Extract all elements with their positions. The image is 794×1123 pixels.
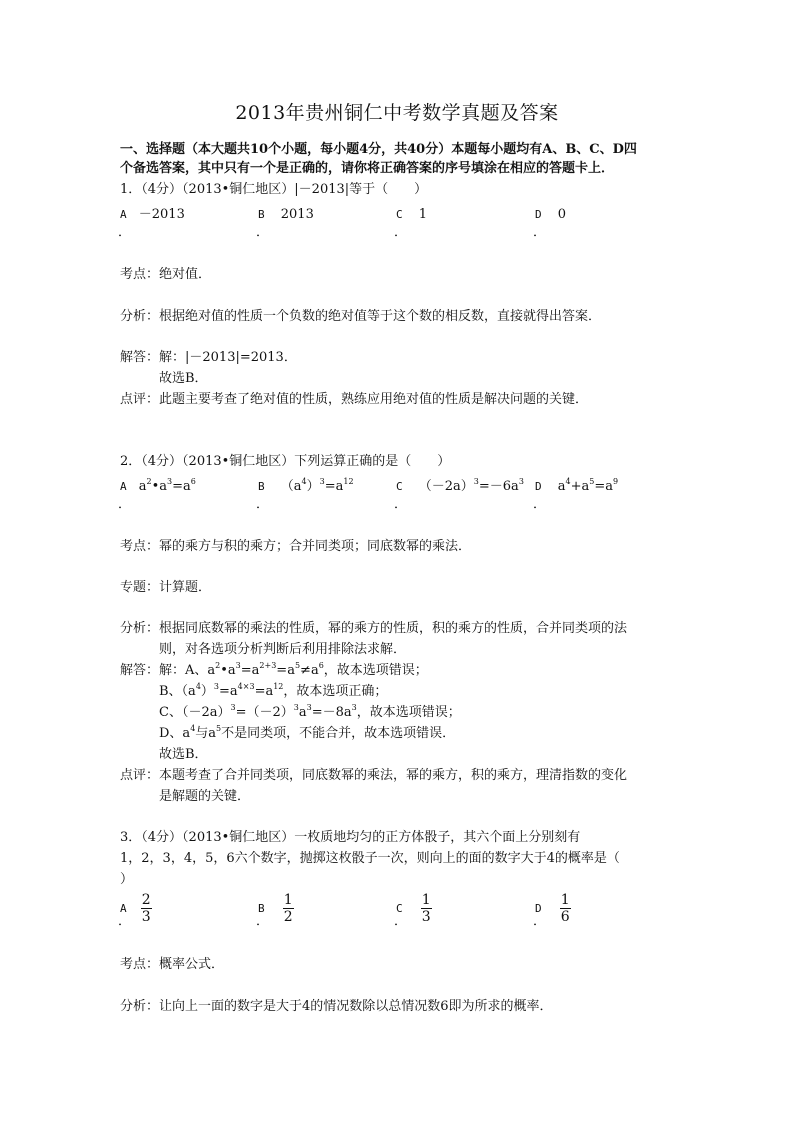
option-letter: B xyxy=(258,902,265,915)
q2-jieda-c: C、$(-2a)^3=(-2)^3a^3=-8a^3$，故本选项错误； xyxy=(159,703,461,720)
q2-dianping-line1: 点评：本题考查了合并同类项，同底数幂的乘法，幂的乘方，积的乘方，理清指数的变化 xyxy=(120,768,628,783)
q3-stem-line2: 1，2，3，4，5，6六个数字，抛掷这枚骰子一次，则向上的面的数字大于4的概率是（ xyxy=(120,851,620,866)
q2-option-a xyxy=(120,477,196,494)
option-letter: A xyxy=(120,208,127,221)
page-title: 2013年贵州铜仁中考数学真题及答案 xyxy=(235,102,559,124)
option-letter: C xyxy=(396,480,403,493)
option-expression: $a^2•a^3=a^6$ xyxy=(138,477,196,494)
q3-option-d-dot: ． xyxy=(533,914,547,929)
q2-answer: 故选B． xyxy=(159,747,208,762)
q1-stem: 1．（4分）（2013•铜仁地区）|－2013|等于（ ） xyxy=(120,182,428,197)
q2-jieda-d: D、$a^4$与$a^5$不是同类项，不能合并，故本选项错误． xyxy=(159,724,456,741)
q2-dianping-line2: 是解题的关键． xyxy=(159,789,251,804)
q3-kaodian: 考点：概率公式． xyxy=(120,957,225,972)
option-letter: D xyxy=(535,208,542,221)
q2-option-d xyxy=(535,477,619,494)
q1-option-d xyxy=(535,208,566,221)
option-letter: B xyxy=(258,208,265,221)
q2-jieda-b: B、$(a^4)^3=a^{4\times 3}=a^{12}$，故本选项正确； xyxy=(159,682,388,699)
q3-option-b-dot: ． xyxy=(256,914,270,929)
q3-option-a-dot: ． xyxy=(118,914,132,929)
option-text: 0 xyxy=(557,207,567,222)
q3-option-c-dot: ． xyxy=(394,914,408,929)
q2-option-b-dot: ． xyxy=(256,497,270,512)
option-fraction: $\frac{2}{3}$ xyxy=(141,892,151,925)
option-letter: B xyxy=(258,480,265,493)
q2-kaodian: 考点：幂的乘方与积的乘方；合并同类项；同底数幂的乘法． xyxy=(120,539,472,554)
option-letter: A xyxy=(120,902,127,915)
q1-dianping: 点评：此题主要考查了绝对值的性质，熟练应用绝对值的性质是解决问题的关键． xyxy=(120,392,589,407)
q2-option-b xyxy=(258,477,354,494)
option-expression: $(-2a)^3=-6a^3$ xyxy=(418,477,524,494)
q2-fenxi-line1: 分析：根据同底数幂的乘法的性质，幂的乘方的性质，积的乘方的性质，合并同类项的法 xyxy=(120,621,628,636)
section-instruction-line1: 一、选择题（本大题共10个小题，每小题4分，共40分）本题每小题均有A、B、C、D四 xyxy=(120,142,637,157)
q2-fenxi-line2: 则，对各选项分析判断后利用排除法求解． xyxy=(159,642,407,657)
option-letter: A xyxy=(120,480,127,493)
option-text: 1 xyxy=(418,207,428,222)
q2-option-c xyxy=(396,477,524,494)
option-letter: D xyxy=(535,902,542,915)
option-fraction: $\frac{1}{3}$ xyxy=(421,892,431,925)
q1-answer: 故选B． xyxy=(159,371,208,386)
q1-option-b xyxy=(258,208,314,221)
q2-option-c-dot: ． xyxy=(394,497,408,512)
q2-option-d-dot: ． xyxy=(533,497,547,512)
q3-stem-line3: ） xyxy=(120,872,134,887)
option-expression: $a^4+a^5=a^9$ xyxy=(557,477,619,494)
option-letter: D xyxy=(535,480,542,493)
q1-option-a xyxy=(120,208,185,221)
q3-fenxi: 分析：让向上一面的数字是大于4的情况数除以总情况数6即为所求的概率． xyxy=(120,999,553,1014)
option-fraction: $\frac{1}{6}$ xyxy=(560,892,570,925)
q2-option-a-dot: ． xyxy=(118,497,132,512)
q2-jieda-a: 解答：解：A、$a^2•a^3=a^{2+3}=a^5\ne a^6$，故本选项错误； xyxy=(120,661,428,678)
q1-option-b-dot: ． xyxy=(256,225,270,240)
option-text: －2013 xyxy=(138,207,185,222)
option-expression: $(a^4)^3=a^{12}$ xyxy=(280,477,354,494)
q2-stem: 2．（4分）（2013•铜仁地区）下列运算正确的是（ ） xyxy=(120,454,451,469)
q1-fenxi: 分析：根据绝对值的性质一个负数的绝对值等于这个数的相反数，直接就得出答案． xyxy=(120,309,602,324)
option-letter: C xyxy=(396,902,403,915)
section-instruction-line2: 个备选答案，其中只有一个是正确的，请你将正确答案的序号填涂在相应的答题卡上． xyxy=(120,161,615,176)
q3-stem-line1: 3．（4分）（2013•铜仁地区）一枚质地均匀的正方体骰子，其六个面上分别刻有 xyxy=(120,830,581,845)
option-letter: C xyxy=(396,208,403,221)
q2-zhuanti: 专题：计算题． xyxy=(120,580,212,595)
q1-kaodian: 考点：绝对值． xyxy=(120,267,212,282)
q1-option-a-dot: ． xyxy=(118,225,132,240)
option-fraction: $\frac{1}{2}$ xyxy=(283,892,293,925)
q1-jieda: 解答：解：|－2013|=2013． xyxy=(120,350,297,365)
q1-option-d-dot: ． xyxy=(533,225,547,240)
option-text: 2013 xyxy=(280,207,314,222)
q1-option-c-dot: ． xyxy=(394,225,408,240)
q1-option-c xyxy=(396,208,427,221)
